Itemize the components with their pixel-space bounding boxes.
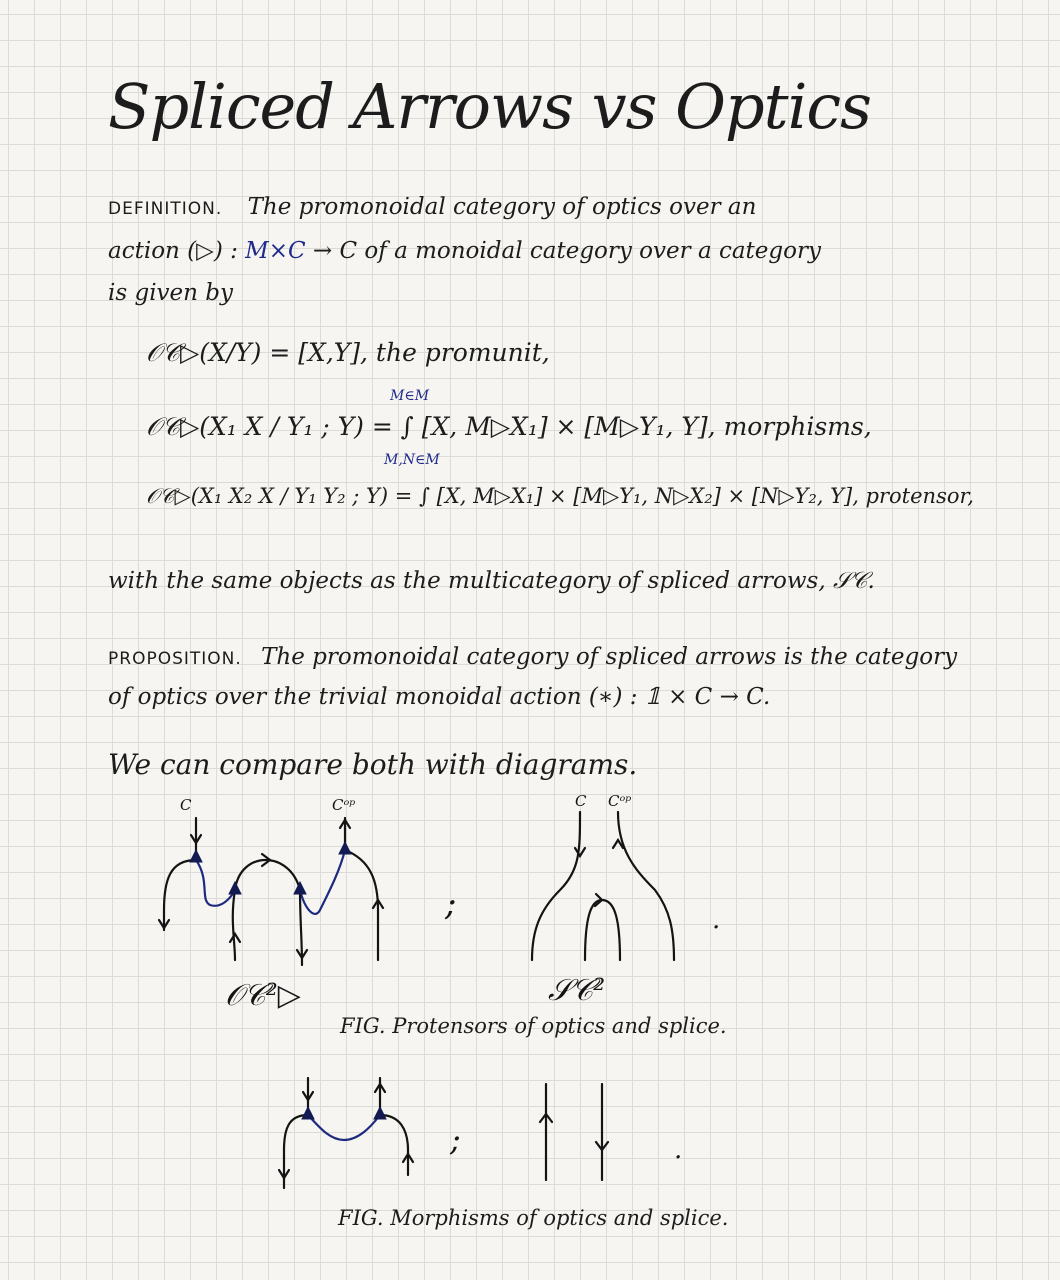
- m-right-wire: [380, 1115, 408, 1175]
- m-left-wire: [284, 1115, 308, 1188]
- figure-caption-morphisms: FIG. Morphisms of optics and splice.: [338, 1206, 729, 1230]
- splice-right-wire: [618, 812, 674, 960]
- definition-action-rest: → C of a monoidal category over a category: [312, 238, 821, 264]
- m-blue-wire: [308, 1115, 380, 1140]
- formula-protensor: 𝒪𝒞▷(X₁ X₂ X / Y₁ Y₂ ; Y) = ∫ [X, M▷X₁] × [M▷Y₁, N▷X₂] × [N▷Y₂, Y], protensor,: [146, 484, 974, 508]
- node-mid1-triangle: [229, 882, 241, 894]
- diagram1-label-c: C: [180, 796, 192, 814]
- formula-promunit: 𝒪𝒞▷(X/Y) = [X,Y], the promunit,: [146, 338, 550, 367]
- diagram1-label-cop: Cᵒᵖ: [332, 796, 356, 814]
- proposition-text-1: The promonoidal category of spliced arrows is the category: [261, 644, 958, 670]
- diagram2-end-dot: .: [674, 1135, 683, 1165]
- right-outer-wire: [345, 850, 378, 960]
- down-wire-1: [233, 890, 235, 960]
- figure-caption-protensors: FIG. Protensors of optics and splice.: [340, 1014, 727, 1038]
- definition-line-3: is given by: [108, 280, 233, 306]
- diagram2-separator: ;: [450, 1120, 461, 1158]
- formula-protensor-integral-index: M,N∈M: [384, 452, 440, 468]
- diagram1-separator: ;: [445, 884, 457, 924]
- definition-line-2: [108, 230, 821, 272]
- definition-action-blue: M×C: [245, 238, 306, 264]
- diagram1-left-label: 𝒪𝒞²▷: [225, 978, 301, 1013]
- mid-blue-wire: [300, 850, 345, 914]
- diagram1-end-dot: .: [712, 905, 721, 935]
- node-mid2-triangle: [294, 882, 306, 894]
- proposition-line-2: of optics over the trivial monoidal action (∗) : 𝟙 × C → C.: [108, 684, 771, 710]
- splice-left-wire: [532, 812, 580, 960]
- proposition-line-1: [108, 636, 957, 680]
- definition-text-1: The promonoidal category of optics over an: [247, 194, 757, 220]
- diagram1-right-label: 𝒮𝒞²: [548, 973, 606, 1008]
- page-title: Spliced Arrows vs Optics: [108, 70, 871, 143]
- formula-morphisms: 𝒪𝒞▷(X₁ X / Y₁ ; Y) = ∫ [X, M▷X₁] × [M▷Y₁, Y], morphisms,: [146, 412, 872, 441]
- left-blue-wire: [196, 860, 235, 906]
- splice-inner-arc: [585, 900, 620, 960]
- morphisms-diagram: [270, 1070, 710, 1200]
- same-objects-line: with the same objects as the multicategory of spliced arrows, 𝒮𝒞.: [108, 568, 875, 594]
- compare-line: We can compare both with diagrams.: [108, 748, 638, 781]
- diagram1-right-c: C: [575, 792, 587, 810]
- definition-line-1: [108, 186, 756, 230]
- node-right-triangle: [339, 842, 351, 854]
- formula-morphisms-integral-index: M∈M: [390, 388, 430, 404]
- definition-action: action (▷) :: [108, 238, 238, 264]
- proposition-label: PROPOSITION.: [108, 649, 242, 669]
- arc-1: [235, 860, 300, 890]
- node-left-triangle: [190, 850, 202, 862]
- m-right-triangle: [374, 1107, 386, 1119]
- protensor-diagram: [140, 790, 760, 1020]
- splice-arrow-1: [575, 848, 585, 856]
- definition-label: DEFINITION.: [108, 199, 223, 219]
- diagram1-right-cop: Cᵒᵖ: [608, 792, 632, 810]
- m-left-triangle: [302, 1107, 314, 1119]
